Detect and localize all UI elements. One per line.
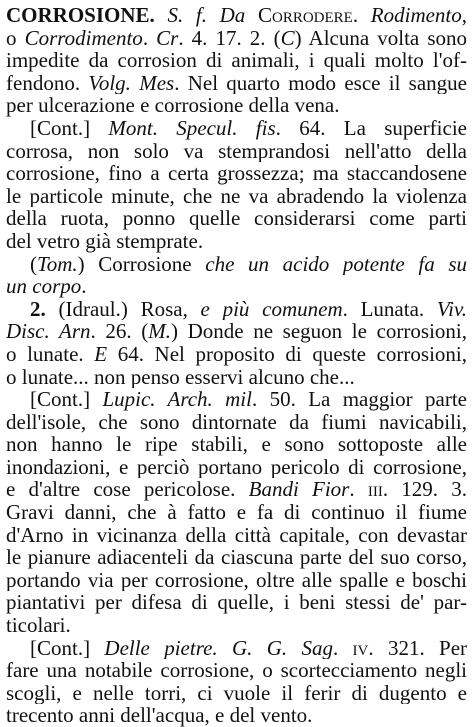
entry-text-segment: C [280,26,295,50]
entry-text-segment: . [352,4,371,27]
entry-line [6,546,467,569]
entry-text-segment: Delle pietre. G. G. Sag [104,636,333,660]
entry-text-segment: 64. Nel proposito di queste corrosioni, [107,342,467,366]
entry-line [6,94,467,117]
entry-line [6,298,467,321]
entry-text-segment: ) Donde ne seguon le corrosioni, [171,320,467,343]
entry-line [6,388,467,411]
entry-text-segment: Lupic. Arch. mil [102,388,252,411]
entry-text-segment: fare una notabile corrosione, o scortecciamento negli [6,659,467,682]
entry-text-segment: le pianure adiacenteli da ciascuna parte del suo corso, [6,546,467,569]
entry-line [6,49,467,72]
entry-text-segment: M. [148,320,171,343]
entry-text-segment: Tom. [37,252,78,276]
entry-text-segment: . [81,275,87,298]
entry-line [6,478,467,501]
entry-text-segment: fendono. [6,71,89,95]
entry-text-segment: e più comunem [200,297,343,321]
entry-line [6,614,467,637]
entry-line [6,569,467,592]
entry-text-segment: della ruota, ponno quelle considerarsi come parti [6,207,467,230]
entry-text-segment: . [142,26,157,50]
entry-line [6,185,467,208]
entry-text-segment: o [6,26,25,50]
entry-text-segment: e d'altre cose pericolose. [6,478,249,502]
entry-text-segment: . 321. Per [368,636,467,660]
entry-text-segment: Volg. Mes [88,71,175,95]
entry-text-segment: . 26. ( [90,320,149,343]
entry-text-segment: piantativi per difesa di quelle, i beni stessi de' par- [6,591,467,615]
entry-line [6,411,467,434]
entry-text-segment: Corrodere [257,4,353,27]
entry-text-segment: . 129. 3. [382,478,467,502]
entry-text-segment: Gravi danni, che à fatto e fa di continuo il fiume [6,501,467,524]
entry-line [6,366,467,389]
entry-text-segment: (Idraul.) Rosa, [58,297,201,321]
entry-headword: CORROSIONE. [6,4,155,27]
entry-text-segment: non hanno le ripe stabili, e sono sottoposte alle [6,433,467,456]
entry-line [6,320,467,343]
entry-line [6,275,467,298]
entry-line [6,140,467,163]
entry-line [6,117,467,140]
entry-text-segment: Cr [156,26,179,50]
entry-line [6,343,467,366]
entry-text-segment: , [461,4,467,27]
entry-text-segment: le particole minute, che ne va abradendo la violenza [6,184,467,208]
entry-text-segment: d'Arno in vicinanza della città capitale, con devastar [6,523,467,547]
entry-text-segment: . 50. La maggior parte [251,388,467,411]
entry-text-segment: . [349,478,368,502]
entry-text-segment: del vetro già stemprate. [6,229,204,253]
entry-text-segment: portando via per corrosione, oltre alle spalle e boschi [6,568,467,592]
entry-text-segment: ) Alcuna volta sono [294,26,467,50]
entry-text-segment: dell'isole, che sono dintornate da fiumi navicabili, [6,410,467,434]
entry-text-segment: . Lunata. [342,297,437,321]
entry-text-segment: [Cont.] [30,116,109,140]
entry-line [6,72,467,95]
entry-text-segment: o lunate... non penso esservi alcuno che... [6,365,355,389]
entry-line [6,659,467,682]
entry-text-segment: ticolari. [6,614,71,637]
entry-text-segment: Bandi Fior [248,478,350,502]
entry-text-segment: per ulcerazione e corrosione della vena. [6,94,340,117]
entry-text-segment: ( [30,252,37,276]
entry-text-segment: . [332,636,353,660]
entry-text-segment: . Nel quarto modo esce il sangue [174,71,467,95]
entry-line [6,253,467,276]
entry-line [6,591,467,614]
entry-text-segment: [Cont.] [30,636,105,660]
entry-text-segment: un corpo [6,275,82,298]
entry-line [6,524,467,547]
entry-line [6,704,467,727]
entry-line [6,682,467,705]
entry-text-segment: S. f. Da [154,4,258,27]
entry-text-segment: iv [352,636,369,660]
entry-text-segment: . 64. La superficie [275,116,467,140]
entry-line [6,230,467,253]
entry-text-segment: Mont. Specul. fis [108,116,276,140]
entry-line [6,162,467,185]
entry-text-segment: che un acido potente fa su [205,252,467,276]
entry-text-segment: corrosa, non solo va stemprandosi nell'atto della [6,139,467,163]
entry-line [6,207,467,230]
entry-text-segment: E [94,342,108,366]
entry-text-segment: Viv. [436,297,467,321]
entry-text-segment: 2. [30,297,59,321]
entry-line [6,456,467,479]
entry-line [6,637,467,660]
entry-line [6,501,467,524]
entry-text-segment: Rodimento [370,4,462,27]
entry-line [6,433,467,456]
entry-text-segment: corrosione, fino a certa grossezza; ma staccandosene [6,162,467,185]
entry-text-segment: Corrodimento [24,26,143,50]
entry-text-segment: Disc. Arn [6,320,91,343]
entry-text-segment: o lunate. [6,342,95,366]
entry-text-segment: inondazioni, e perciò portano pericolo di corrosione, [6,455,467,479]
entry-text-segment: iii [367,478,383,502]
entry-text-segment: impedite da corrosion di animali, i quali molto l'of- [6,49,467,72]
entry-text-segment: trecento anni dell'acqua, e del vento. [6,704,313,727]
entry-line [6,27,467,50]
entry-text-segment: scogli, e nelle torri, ci vuole il ferir di dugento e [6,681,467,705]
entry-text-segment: ) Corrosione [77,252,206,276]
entry-text-segment: . 4. 17. 2. ( [178,26,281,50]
entry-text-segment: [Cont.] [30,388,103,411]
entry-line [6,4,467,27]
